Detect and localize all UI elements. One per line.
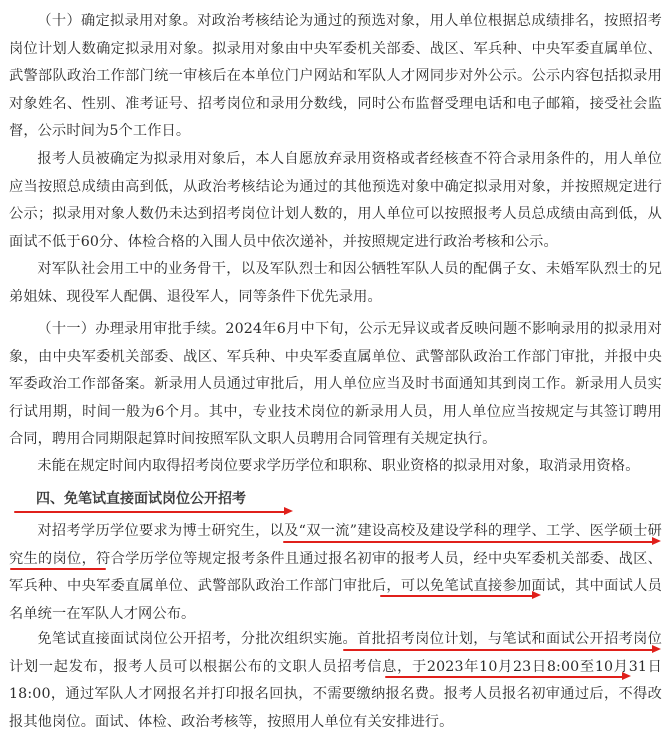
annotation-underline <box>343 649 655 651</box>
section-heading: 四、免笔试直接面试岗位公开招考 <box>36 491 246 507</box>
annotation-arrow <box>622 672 631 680</box>
annotation-underline <box>283 541 655 543</box>
annotation-underline <box>380 595 535 597</box>
annotation-underline <box>385 676 625 678</box>
annotation-underline <box>14 511 286 513</box>
paragraph-priority-hiring: 对军队社会用工中的业务骨干，以及军队烈士和因公牺牲军队人员的配偶子女、未婚军队烈士的兄弟姐妹、现役军人配偶、退役军人，同等条件下优先录用。 <box>9 261 662 305</box>
paragraph-batch-recruitment: 免笔试直接面试岗位公开招考，分批次组织实施。首批招考岗位计划，与笔试和面试公开招考岗位计划一起发布，报考人员可以根据公布的文职人员招考信息，于2023年10月23日8:00至10月31日18:00，通过军队人才网报名并打印报名回执，不需要缴纳报名费。报考人员报名初审通过后，不得改报其他岗位。面试、体检、政治考核等，按照用人单位有关安排进行。 <box>9 631 662 730</box>
annotation-underline <box>10 568 106 570</box>
paragraph-replacement-rule: 报考人员被确定为拟录用对象后，本人自愿放弃录用资格或者经核查不符合录用条件的，用人单位应当按照总成绩由高到低，从政治考核结论为通过的其他预选对象中确定拟录用对象，并按照规定进行公示；拟录用对象人数仍未达到招考岗位计划人数的，用人单位可以按照报考人员总成绩由高到低，从面试不低于60分、体检合格的入围人员中依次递补，并按照规定进行政治考核和公示。 <box>9 151 662 250</box>
annotation-arrow <box>652 645 661 653</box>
annotation-arrow <box>284 507 293 515</box>
paragraph-cancel-qualification: 未能在规定时间内取得招考岗位要求学历学位和职称、职业资格的拟录用对象，取消录用资格。 <box>37 458 640 474</box>
annotation-arrow <box>652 537 661 545</box>
paragraph-11-approval: （十一）办理录用审批手续。2024年6月中下旬，公示无异议或者反映问题不影响录用的拟录用对象，由中央军委机关部委、战区、军兵种、中央军委直属单位、武警部队政治工作部门审批，并报中央军委政治工作部备案。新录用人员通过审批后，用人单位应当及时书面通知其到岗工作。新录用人员实行试用期，时间一般为6个月。其中，专业技术岗位的新录用人员，用人单位应当按规定与其签订聘用合同，聘用合同期限起算时间按照军队文职人员聘用合同管理有关规定执行。 <box>9 321 662 448</box>
paragraph-10-confirm-candidates: （十）确定拟录用对象。对政治考核结论为通过的预选对象，用人单位根据总成绩排名，按照招考岗位计划人数确定拟录用对象。拟录用对象由中央军委机关部委、战区、军兵种、中央军委直属单位、武警部队政治工作部门统一审核后在本单位门户网站和军队人才网同步对外公示。公示内容包括拟录用对象姓名、性别、准考证号、招考岗位和录用分数线，同时公布监督受理电话和电子邮箱，接受社会监督，公示时间为5个工作日。 <box>9 13 662 140</box>
annotation-arrow <box>532 591 541 599</box>
paragraph-exam-exemption: 对招考学历学位要求为博士研究生，以及“双一流”建设高校及建设学科的理学、工学、医学硕士研究生的岗位，符合学历学位等规定报考条件且通过报名初审的报考人员，经中央军委机关部委、战区、军兵种、中央军委直属单位、武警部队政治工作部门审批后，可以免笔试直接参加面试，其中面试人员名单统一在军队人才网公布。 <box>9 523 662 622</box>
